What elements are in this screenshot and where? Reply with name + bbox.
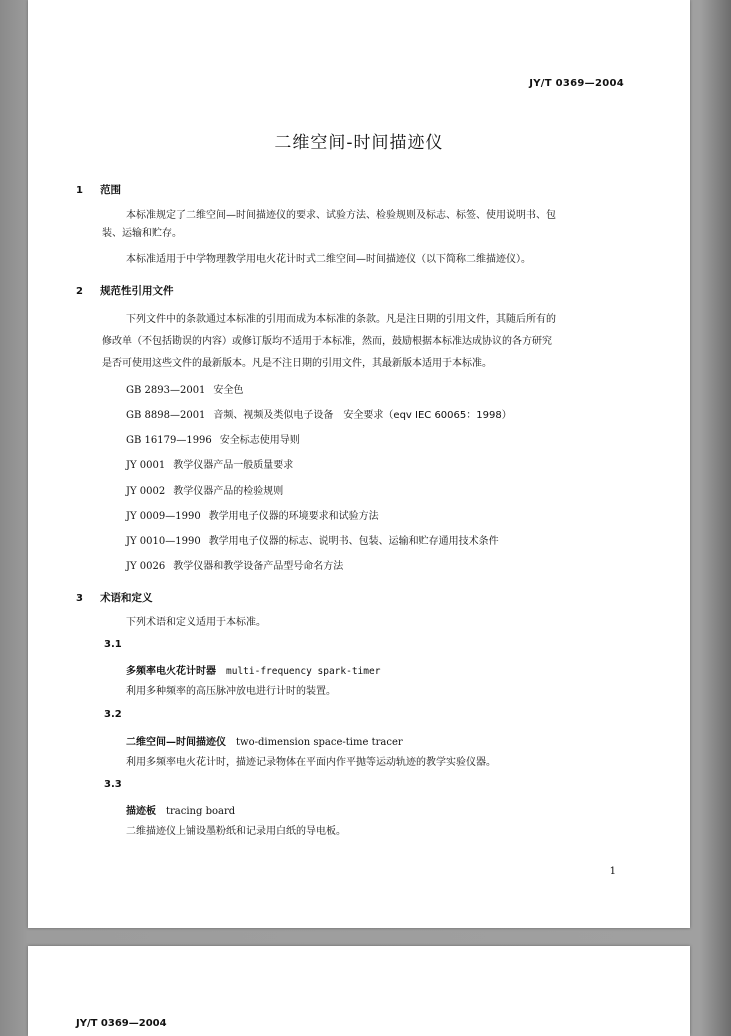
reference-item bbox=[126, 507, 379, 522]
reference-title: 教学仪器和教学设备产品型号命名方法 bbox=[173, 561, 344, 572]
term-definition: 利用多种频率的高压脉冲放电进行计时的装置。 bbox=[126, 686, 336, 697]
term-number: 3.2 bbox=[104, 709, 122, 720]
term-chinese: 二维空间—时间描迹仪 bbox=[126, 737, 226, 748]
term-heading bbox=[126, 662, 380, 677]
reference-code: GB 16179—1996 bbox=[126, 435, 212, 446]
term-english: two-dimension space-time tracer bbox=[236, 737, 403, 748]
reference-code: JY 0010—1990 bbox=[126, 536, 201, 547]
reference-title: 安全色 bbox=[213, 385, 244, 396]
reference-item bbox=[126, 482, 283, 497]
scope-paragraph-2: 本标准适用于中学物理教学用电火花计时式二维空间—时间描迹仪（以下简称二维描迹仪）。 bbox=[126, 254, 531, 265]
refs-intro-line-3: 是否可使用这些文件的最新版本。凡是不注日期的引用文件，其最新版本适用于本标准。 bbox=[102, 358, 492, 369]
reference-item bbox=[126, 381, 243, 396]
reference-code: JY 0002 bbox=[126, 486, 166, 497]
reference-code: GB 8898—2001 bbox=[126, 410, 206, 421]
reference-item bbox=[126, 557, 343, 572]
reference-item bbox=[126, 456, 293, 471]
term-english: tracing board bbox=[166, 806, 236, 817]
reference-code: JY 0009—1990 bbox=[126, 511, 201, 522]
term-heading bbox=[126, 802, 235, 817]
reference-item bbox=[126, 431, 300, 446]
document-page-2 bbox=[28, 946, 690, 1036]
reference-title: 教学用电子仪器的标志、说明书、包装、运输和贮存通用技术条件 bbox=[208, 536, 499, 547]
term-definition: 二维描迹仪上铺设墨粉纸和记录用白纸的导电板。 bbox=[126, 826, 346, 837]
reference-code: JY 0026 bbox=[126, 561, 166, 572]
reference-title: 教学仪器产品一般质量要求 bbox=[173, 460, 294, 471]
page-number: 1 bbox=[609, 866, 616, 877]
section-2-heading bbox=[76, 279, 174, 298]
reference-code: JY 0001 bbox=[126, 460, 166, 471]
reference-code: GB 2893—2001 bbox=[126, 385, 206, 396]
term-english: multi-frequency spark-timer bbox=[226, 666, 381, 677]
term-heading bbox=[126, 733, 403, 748]
term-chinese: 多频率电火花计时器 bbox=[126, 666, 216, 677]
reference-title: 音频、视频及类似电子设备 安全要求（eqv IEC 60065：1998） bbox=[213, 410, 512, 421]
term-number: 3.3 bbox=[104, 779, 122, 790]
reference-title: 教学用电子仪器的环境要求和试验方法 bbox=[208, 511, 379, 522]
terms-intro: 下列术语和定义适用于本标准。 bbox=[126, 617, 266, 628]
reference-title: 教学仪器产品的检验规则 bbox=[173, 486, 284, 497]
section-title: 术语和定义 bbox=[100, 592, 153, 604]
refs-intro-line-1: 下列文件中的条款通过本标准的引用而成为本标准的条款。凡是注日期的引用文件，其随后所有的 bbox=[126, 314, 556, 325]
term-chinese: 描迹板 bbox=[126, 806, 156, 817]
section-title: 规范性引用文件 bbox=[100, 285, 174, 297]
term-definition: 利用多频率电火花计时，描迹记录物体在平面内作平抛等运动轨迹的教学实验仪器。 bbox=[126, 757, 496, 768]
standard-code: JY/T 0369—2004 bbox=[529, 78, 624, 89]
term-number: 3.1 bbox=[104, 639, 122, 650]
reference-item bbox=[126, 406, 512, 421]
section-number: 1 bbox=[76, 185, 83, 196]
refs-intro-line-2: 修改单（不包括勘误的内容）或修订版均不适用于本标准，然而，鼓励根据本标准达成协议的各方研究 bbox=[102, 336, 552, 347]
section-1-heading bbox=[76, 178, 121, 197]
standard-code: JY/T 0369—2004 bbox=[76, 1018, 167, 1029]
section-title: 范围 bbox=[100, 184, 122, 196]
section-3-heading bbox=[76, 586, 153, 605]
section-number: 2 bbox=[76, 286, 83, 297]
reference-title: 安全标志使用导则 bbox=[219, 435, 300, 446]
section-number: 3 bbox=[76, 593, 83, 604]
reference-item bbox=[126, 532, 499, 547]
scope-paragraph-1-line-1: 本标准规定了二维空间—时间描迹仪的要求、试验方法、检验规则及标志、标签、使用说明书、包 bbox=[126, 210, 556, 221]
scope-paragraph-1-line-2: 装、运输和贮存。 bbox=[102, 228, 182, 239]
document-page-1 bbox=[28, 0, 690, 928]
document-title: 二维空间-时间描迹仪 bbox=[274, 133, 444, 153]
